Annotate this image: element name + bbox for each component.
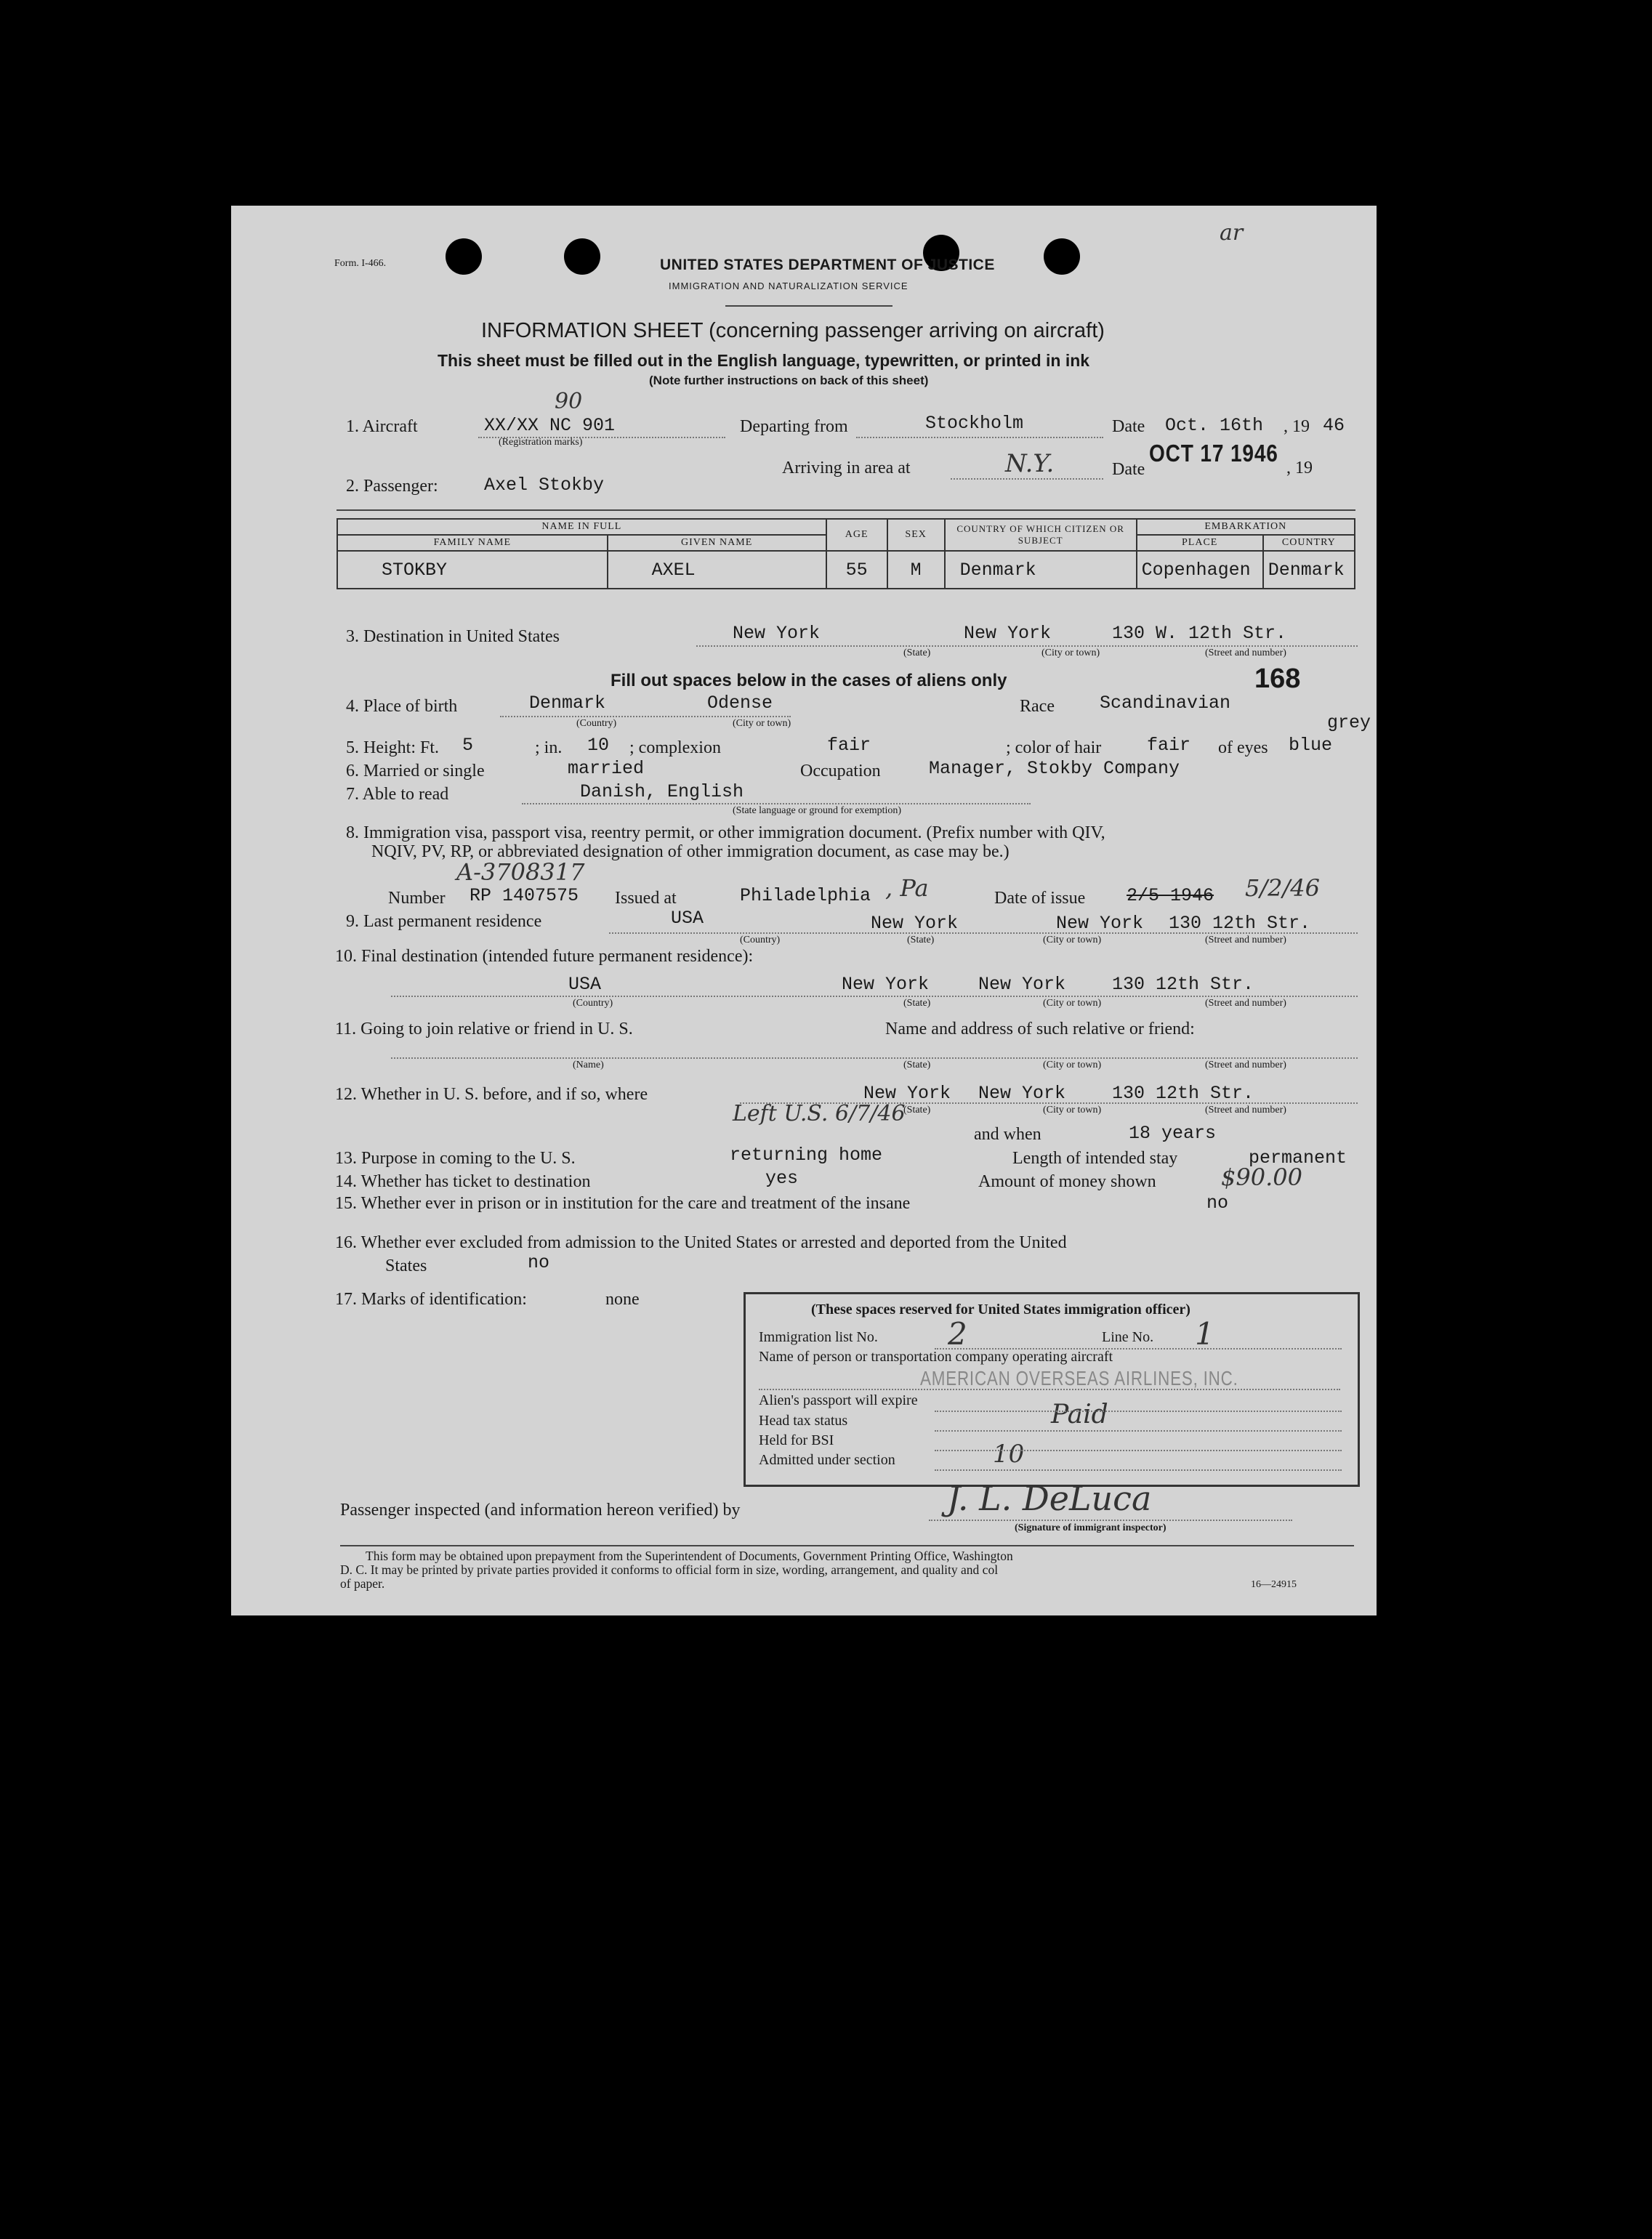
aircraft-value: XX/XX NC 901 — [484, 415, 616, 436]
complexion-value: fair — [827, 735, 871, 756]
marks-value: none — [605, 1290, 640, 1309]
inspector-signature: J. L. DeLuca — [947, 1479, 1152, 1518]
sex-cell: M — [887, 551, 945, 589]
marks-label: 17. Marks of identification: — [335, 1290, 527, 1309]
occupation-value: Manager, Stokby Company — [929, 758, 1180, 779]
visa-number: RP 1407575 — [470, 885, 579, 906]
residence-city: New York — [1056, 913, 1144, 934]
height-label: 5. Height: Ft. — [346, 738, 440, 757]
punch-hole — [446, 238, 482, 275]
officer-box — [744, 1292, 1360, 1487]
departing-label: Departing from — [740, 417, 848, 436]
prison-label: 15. Whether ever in prison or in institution for the care and treatment of the insane — [335, 1194, 911, 1213]
place-header: PLACE — [1137, 535, 1263, 551]
list-label: Immigration list No. — [759, 1329, 878, 1345]
state-caption: (State) — [903, 648, 931, 658]
header-rule — [725, 305, 893, 307]
sex-header: SEX — [887, 519, 945, 551]
officer-heading: (These spaces reserved for United States immigration officer) — [811, 1302, 1190, 1318]
height-in: 10 — [587, 735, 610, 756]
file-number: 168 — [1254, 663, 1301, 694]
date2-label: Date — [1112, 460, 1145, 479]
embarkation-header: EMBARKATION — [1137, 519, 1355, 535]
city-caption: (City or town) — [1041, 648, 1100, 658]
aircraft-caption: (Registration marks) — [499, 437, 583, 448]
date2-suffix: , 19 — [1286, 459, 1313, 477]
eyes-value: blue — [1289, 735, 1333, 756]
section-label: Admitted under section — [759, 1452, 895, 1468]
city-caption: (City or town) — [1043, 1105, 1102, 1116]
headtax-label: Head tax status — [759, 1413, 848, 1429]
date-value: Oct. 16th — [1165, 415, 1264, 436]
punch-hole — [1044, 238, 1080, 275]
birth-label: 4. Place of birth — [346, 697, 458, 716]
length-value: permanent — [1249, 1147, 1347, 1169]
line-value: 1 — [1195, 1316, 1214, 1352]
footer-code: 16—24915 — [1251, 1579, 1297, 1590]
country-caption: (Country) — [740, 935, 781, 945]
state-caption: (State) — [907, 935, 935, 945]
name-caption: (Name) — [573, 1060, 604, 1070]
eyes-label: of eyes — [1218, 738, 1268, 757]
ticket-value: yes — [765, 1168, 799, 1189]
visa-number-label: Number — [388, 889, 446, 908]
family-name-header: FAMILY NAME — [337, 535, 608, 551]
excluded-label-2: States — [385, 1256, 427, 1275]
residence-state: New York — [871, 913, 959, 934]
before-label: 12. Whether in U. S. before, and if so, where — [335, 1085, 648, 1104]
country-header: COUNTRY — [1263, 535, 1355, 551]
final-country: USA — [568, 974, 602, 995]
punch-hole — [564, 238, 600, 275]
embark-country-cell: Denmark — [1263, 551, 1355, 589]
prison-value: no — [1206, 1193, 1229, 1214]
height-in-label: ; in. — [535, 738, 563, 757]
eyes-extra: grey — [1327, 712, 1371, 733]
footer-line-3: of paper. — [340, 1576, 385, 1591]
citizen-header: COUNTRY OF WHICH CITIZEN OR SUBJECT — [945, 519, 1137, 551]
hair-label: ; color of hair — [1006, 738, 1102, 757]
street-caption: (Street and number) — [1205, 935, 1286, 945]
excluded-label-1: 16. Whether ever excluded from admission to the United States or arrested and deported from the United — [335, 1233, 1067, 1252]
family-name-cell: STOKBY — [337, 551, 608, 589]
street-caption: (Street and number) — [1205, 998, 1286, 1009]
city-caption: (City or town) — [1043, 935, 1102, 945]
signature-caption: (Signature of immigrant inspector) — [1015, 1522, 1167, 1533]
street-caption: (Street and number) — [1205, 1105, 1286, 1116]
money-label: Amount of money shown — [978, 1172, 1156, 1191]
final-city: New York — [978, 974, 1066, 995]
aircraft-handwritten: 90 — [555, 389, 583, 414]
destination-city: New York — [964, 623, 1052, 644]
list-value: 2 — [948, 1316, 967, 1352]
destination-label: 3. Destination in United States — [346, 627, 560, 646]
join-name-label: Name and address of such relative or friend: — [885, 1020, 1195, 1038]
destination-street: 130 W. 12th Str. — [1112, 623, 1287, 644]
birth-country: Denmark — [529, 693, 606, 714]
state-caption: (State) — [903, 1105, 931, 1116]
purpose-label: 13. Purpose in coming to the U. S. — [335, 1149, 576, 1168]
read-value: Danish, English — [580, 781, 744, 802]
before-when-value: 18 years — [1129, 1123, 1217, 1144]
aircraft-label: 1. Aircraft — [346, 417, 418, 436]
residence-street: 130 12th Str. — [1169, 913, 1311, 934]
citizen-cell: Denmark — [945, 551, 1137, 589]
excluded-value: no — [528, 1252, 550, 1273]
department-name: UNITED STATES DEPARTMENT OF JUSTICE — [660, 257, 995, 273]
race-label: Race — [1020, 697, 1055, 716]
final-label: 10. Final destination (intended future permanent residence): — [335, 947, 754, 966]
city-caption: (City or town) — [733, 718, 791, 729]
before-street: 130 12th Str. — [1112, 1083, 1254, 1104]
page-subtitle: This sheet must be filled out in the English language, typewritten, or printed in ink — [438, 351, 1090, 370]
city-caption: (City or town) — [1043, 1060, 1102, 1070]
company-stamp: AMERICAN OVERSEAS AIRLINES, INC. — [920, 1367, 1238, 1389]
residence-country: USA — [671, 908, 704, 929]
date-label: Date — [1112, 417, 1145, 436]
money-value: $90.00 — [1221, 1163, 1302, 1191]
date-year-value: 46 — [1323, 415, 1345, 436]
join-label: 11. Going to join relative or friend in U. S. — [335, 1020, 633, 1038]
height-ft: 5 — [462, 735, 474, 756]
company-label: Name of person or transportation company operating aircraft — [759, 1349, 1113, 1365]
form-number: Form. I-466. — [334, 258, 387, 269]
arriving-value: N.Y. — [1005, 449, 1055, 478]
aliens-heading: Fill out spaces below in the cases of aliens only — [611, 671, 1007, 690]
married-label: 6. Married or single — [346, 762, 485, 780]
embark-place-cell: Copenhagen — [1137, 551, 1263, 589]
final-state: New York — [842, 974, 930, 995]
residence-label: 9. Last permanent residence — [346, 912, 542, 931]
hair-value: fair — [1147, 735, 1191, 756]
issued-label: Issued at — [615, 889, 677, 908]
age-cell: 55 — [826, 551, 887, 589]
city-caption: (City or town) — [1043, 998, 1102, 1009]
length-label: Length of intended stay — [1012, 1149, 1178, 1168]
name-in-full-header: NAME IN FULL — [337, 519, 826, 535]
line-label: Line No. — [1102, 1329, 1154, 1345]
visa-label-2: NQIV, PV, RP, or abbreviated designation of other immigration document, as case may be.) — [371, 842, 1010, 861]
date-year-prefix: , 19 — [1284, 417, 1310, 436]
issue-date-handwritten: 5/2/46 — [1245, 874, 1320, 902]
complexion-label: ; complexion — [629, 738, 721, 757]
country-caption: (Country) — [576, 718, 617, 729]
state-caption: (State) — [903, 1060, 931, 1070]
given-name-header: GIVEN NAME — [608, 535, 826, 551]
passenger-label: 2. Passenger: — [346, 477, 438, 496]
passport-label: Alien's passport will expire — [759, 1392, 918, 1408]
footer-line-1: This form may be obtained upon prepayment from the Superintendent of Documents, Government Printing Office, Washington — [366, 1549, 1013, 1563]
street-caption: (Street and number) — [1205, 648, 1286, 658]
before-handwritten: Left U.S. 6/7/46 — [733, 1101, 906, 1126]
before-when-label: and when — [974, 1125, 1041, 1144]
visa-handwritten-number: A-3708317 — [456, 858, 585, 886]
information-sheet — [231, 206, 1377, 1615]
date2-stamp: OCT 17 1946 — [1149, 440, 1278, 467]
issued-handwritten: , Pa — [885, 874, 929, 902]
final-street: 130 12th Str. — [1112, 974, 1254, 995]
page-note: (Note further instructions on back of this sheet) — [649, 374, 929, 387]
read-caption: (State language or ground for exemption) — [733, 805, 902, 816]
inspected-label: Passenger inspected (and information hereon verified) by — [340, 1501, 741, 1520]
section-value: 10 — [993, 1440, 1025, 1469]
state-caption: (State) — [903, 998, 931, 1009]
occupation-label: Occupation — [800, 762, 881, 780]
ticket-label: 14. Whether has ticket to destination — [335, 1172, 591, 1191]
visa-label-1: 8. Immigration visa, passport visa, reentry permit, or other immigration document. (Prefix number with QIV, — [346, 823, 1105, 842]
race-value: Scandinavian — [1100, 693, 1231, 714]
married-value: married — [568, 758, 645, 779]
table-row — [337, 551, 1355, 589]
passenger-table — [337, 518, 1355, 589]
destination-state: New York — [733, 623, 821, 644]
headtax-value: Paid — [1051, 1400, 1108, 1429]
read-label: 7. Able to read — [346, 785, 449, 804]
bsi-label: Held for BSI — [759, 1432, 834, 1448]
footer-line-2: D. C. It may be printed by private parties provided it conforms to official form in size, wording, arrangement, and quality and col — [340, 1562, 999, 1577]
issue-date-value: 2/5 1946 — [1127, 885, 1214, 906]
page-title: INFORMATION SHEET (concerning passenger arriving on aircraft) — [481, 319, 1105, 342]
given-name-cell: AXEL — [608, 551, 826, 589]
issue-date-label: Date of issue — [994, 889, 1086, 908]
street-caption: (Street and number) — [1205, 1060, 1286, 1070]
issued-value: Philadelphia — [740, 885, 871, 906]
before-city: New York — [978, 1083, 1066, 1104]
arriving-label: Arriving in area at — [782, 459, 911, 477]
purpose-value: returning home — [730, 1145, 883, 1166]
country-caption: (Country) — [573, 998, 613, 1009]
birth-city: Odense — [707, 693, 773, 714]
age-header: AGE — [826, 519, 887, 551]
before-state: New York — [863, 1083, 951, 1104]
corner-mark: ar — [1220, 220, 1244, 246]
service-name: IMMIGRATION AND NATURALIZATION SERVICE — [669, 281, 908, 291]
departing-value: Stockholm — [925, 413, 1024, 434]
passenger-value: Axel Stokby — [484, 475, 605, 496]
